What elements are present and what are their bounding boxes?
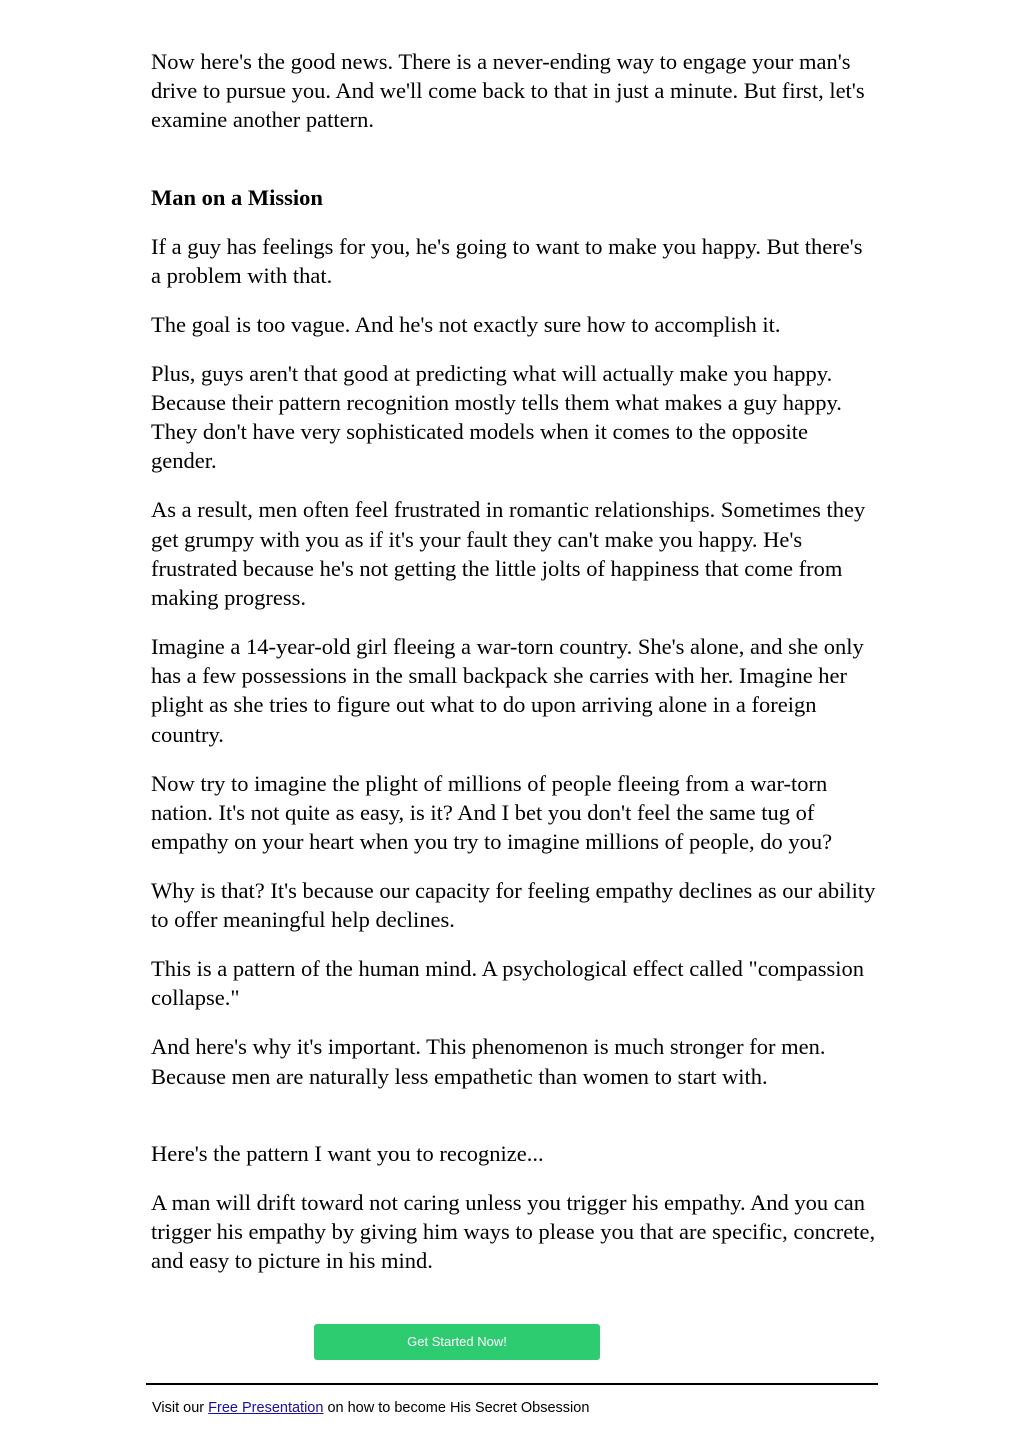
paragraph: As a result, men often feel frustrated in romantic relationships. Sometimes they get grumpy with you as if it's your fault they can't make you happy. He's frustrated because he's not getting the little jolts of happiness that come from making progress. bbox=[151, 497, 866, 611]
paragraph: Plus, guys aren't that good at predicting what will actually make you happy. Because their pattern recognition mostly tells them what makes a guy happy. They don't have very sophisticated models when it comes to the opposite gender. bbox=[151, 360, 842, 474]
paragraph: A man will drift toward not caring unless you trigger his empathy. And you can trigger his empathy by giving him ways to please you that are specific, concrete, and easy to picture in his mind. bbox=[151, 1189, 876, 1274]
paragraph: And here's why it's important. This phenomenon is much stronger for men. Because men are naturally less empathetic than women to start with. bbox=[151, 1034, 826, 1089]
paragraph: This is a pattern of the human mind. A psychological effect called "compassion collapse." bbox=[151, 956, 864, 1011]
article-body bbox=[151, 47, 876, 1295]
paragraph: Now try to imagine the plight of millions of people fleeing from a war-torn nation. It's not quite as easy, is it? And I bet you don't feel the same tug of empathy on your heart when you try to imagine millions of people, do you? bbox=[151, 770, 833, 855]
footer-divider bbox=[146, 1383, 878, 1385]
footer-suffix: on how to become His Secret Obsession bbox=[323, 1400, 590, 1416]
section-heading: Man on a Mission bbox=[151, 184, 323, 210]
paragraph: The goal is too vague. And he's not exactly sure how to accomplish it. bbox=[151, 311, 781, 337]
paragraph: Here's the pattern I want you to recognize... bbox=[151, 1140, 544, 1166]
footer-text bbox=[152, 1398, 589, 1418]
cta-container bbox=[314, 1324, 600, 1360]
footer-prefix: Visit our bbox=[152, 1400, 209, 1416]
get-started-button[interactable]: Get Started Now! bbox=[314, 1324, 600, 1360]
paragraph: If a guy has feelings for you, he's going to want to make you happy. But there's a problem with that. bbox=[151, 233, 863, 288]
intro-paragraph: Now here's the good news. There is a never-ending way to engage your man's drive to pursue you. And we'll come back to that in just a minute. But first, let's examine another pattern. bbox=[151, 49, 865, 133]
paragraph: Imagine a 14-year-old girl fleeing a war-torn country. She's alone, and she only has a few possessions in the small backpack she carries with her. Imagine her plight as she tries to figure out what to do upon arriving alone in a foreign country. bbox=[151, 634, 864, 747]
paragraph: Why is that? It's because our capacity for feeling empathy declines as our ability to offer meaningful help declines. bbox=[151, 878, 876, 933]
free-presentation-link[interactable]: Free Presentation bbox=[208, 1400, 324, 1416]
